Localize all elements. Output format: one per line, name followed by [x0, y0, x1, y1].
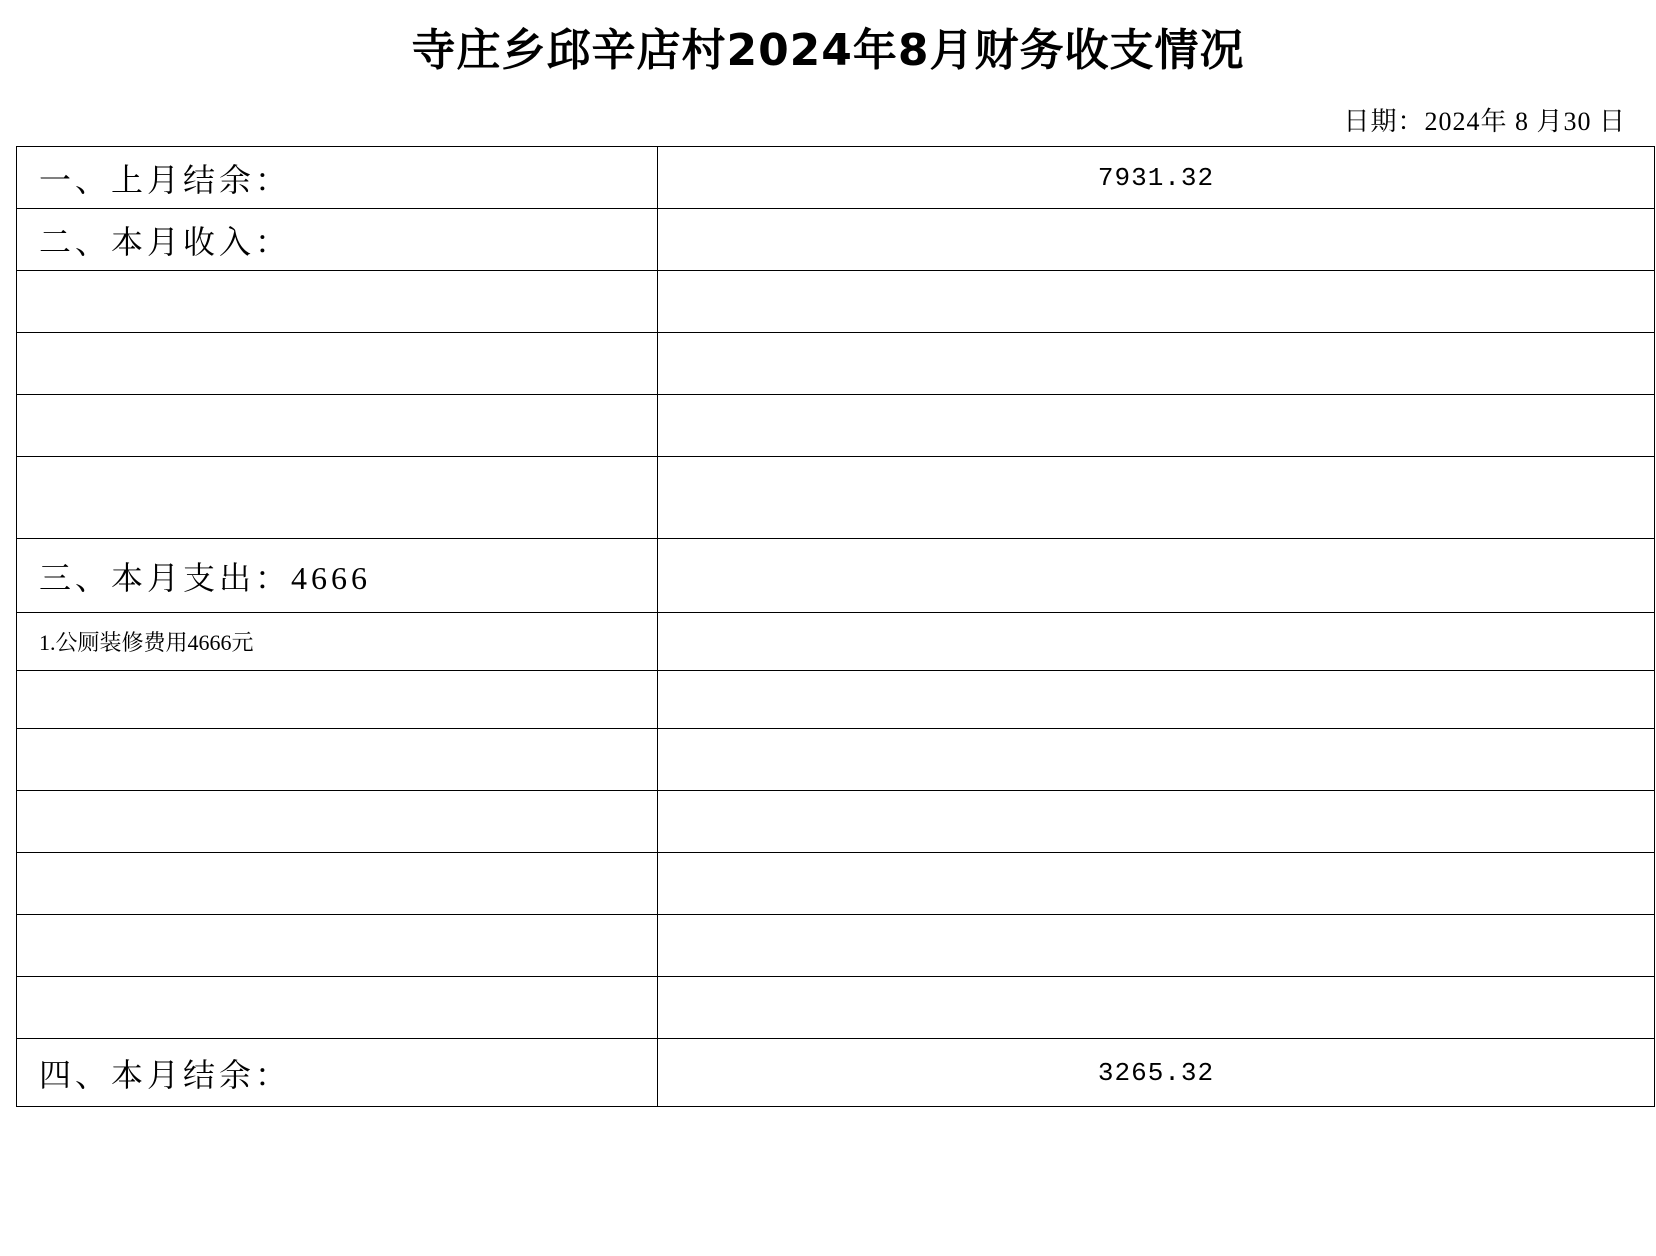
table-row: [17, 1039, 1655, 1107]
table-row-label: [17, 803, 49, 839]
table-row-value: 3265.32: [1097, 1057, 1215, 1088]
table-row-label-cell[interactable]: [17, 915, 658, 977]
table-row-value-cell[interactable]: [658, 457, 1655, 539]
table-row: [17, 977, 1655, 1039]
table-row-label: [17, 865, 49, 901]
table-row-label-cell[interactable]: [17, 729, 658, 791]
table-row-label: [17, 927, 49, 963]
table-row-value-cell[interactable]: [658, 147, 1655, 209]
table-row: [17, 209, 1655, 271]
table-row: [17, 613, 1655, 671]
table-row-label-cell[interactable]: [17, 209, 658, 271]
table-row: [17, 915, 1655, 977]
table-row-label: 四、本月结余：: [39, 1056, 292, 1093]
table-row-label: [17, 479, 49, 515]
title-row: [0, 0, 1656, 92]
table-row: [17, 147, 1655, 209]
table-row-value-cell[interactable]: [658, 1039, 1655, 1107]
table-row-value-cell[interactable]: [658, 209, 1655, 271]
table-row-value-cell[interactable]: [658, 539, 1655, 613]
table-row-value: 7931.32: [1097, 162, 1215, 193]
table-row: [17, 271, 1655, 333]
table-row-value-cell[interactable]: [658, 395, 1655, 457]
table-row-label-cell[interactable]: [17, 457, 658, 539]
table-row-label: 二、本月收入：: [39, 223, 292, 260]
table-row-label: [17, 989, 49, 1025]
table-row-label-cell[interactable]: [17, 333, 658, 395]
table-row-label-cell[interactable]: [17, 977, 658, 1039]
table-row-value-cell[interactable]: [658, 333, 1655, 395]
date-row: [0, 92, 1656, 146]
table-row: [17, 333, 1655, 395]
finance-table: [16, 146, 1655, 1107]
table-row-label-cell[interactable]: [17, 539, 658, 613]
table-row-label: [17, 283, 49, 319]
finance-table-body: [17, 147, 1655, 1107]
table-row: [17, 539, 1655, 613]
table-row-label-cell[interactable]: [17, 671, 658, 729]
table-row: [17, 729, 1655, 791]
table-row-label: [17, 741, 49, 777]
table-row: [17, 791, 1655, 853]
table-row: [17, 853, 1655, 915]
table-row-label-cell[interactable]: [17, 613, 658, 671]
table-row-label: 一、上月结余：: [39, 161, 292, 198]
table-row-value-cell[interactable]: [658, 853, 1655, 915]
table-row-label-cell[interactable]: [17, 1039, 658, 1107]
table-row-label: 1.公厕装修费用4666元: [39, 630, 254, 655]
table-row-label-cell[interactable]: [17, 853, 658, 915]
table-row: [17, 671, 1655, 729]
report-date: 日期：2024年 8 月30 日: [1343, 106, 1626, 136]
table-row: [17, 457, 1655, 539]
table-row-label: 三、本月支出：4666: [39, 559, 372, 596]
table-row-label-cell[interactable]: [17, 395, 658, 457]
table-row: [17, 395, 1655, 457]
table-row-value-cell[interactable]: [658, 729, 1655, 791]
table-row-value-cell[interactable]: [658, 915, 1655, 977]
table-row-label-cell[interactable]: [17, 791, 658, 853]
table-row-value-cell[interactable]: [658, 977, 1655, 1039]
table-row-value-cell[interactable]: [658, 271, 1655, 333]
table-row-label-cell[interactable]: [17, 147, 658, 209]
table-row-label-cell[interactable]: [17, 271, 658, 333]
table-row-value-cell[interactable]: [658, 671, 1655, 729]
table-row-label: [17, 345, 49, 381]
table-row-value-cell[interactable]: [658, 613, 1655, 671]
table-row-label: [17, 681, 49, 717]
page-title: 寺庄乡邱辛店村2024年8月财务收支情况: [411, 25, 1245, 76]
table-row-label: [17, 407, 49, 443]
table-row-value-cell[interactable]: [658, 791, 1655, 853]
